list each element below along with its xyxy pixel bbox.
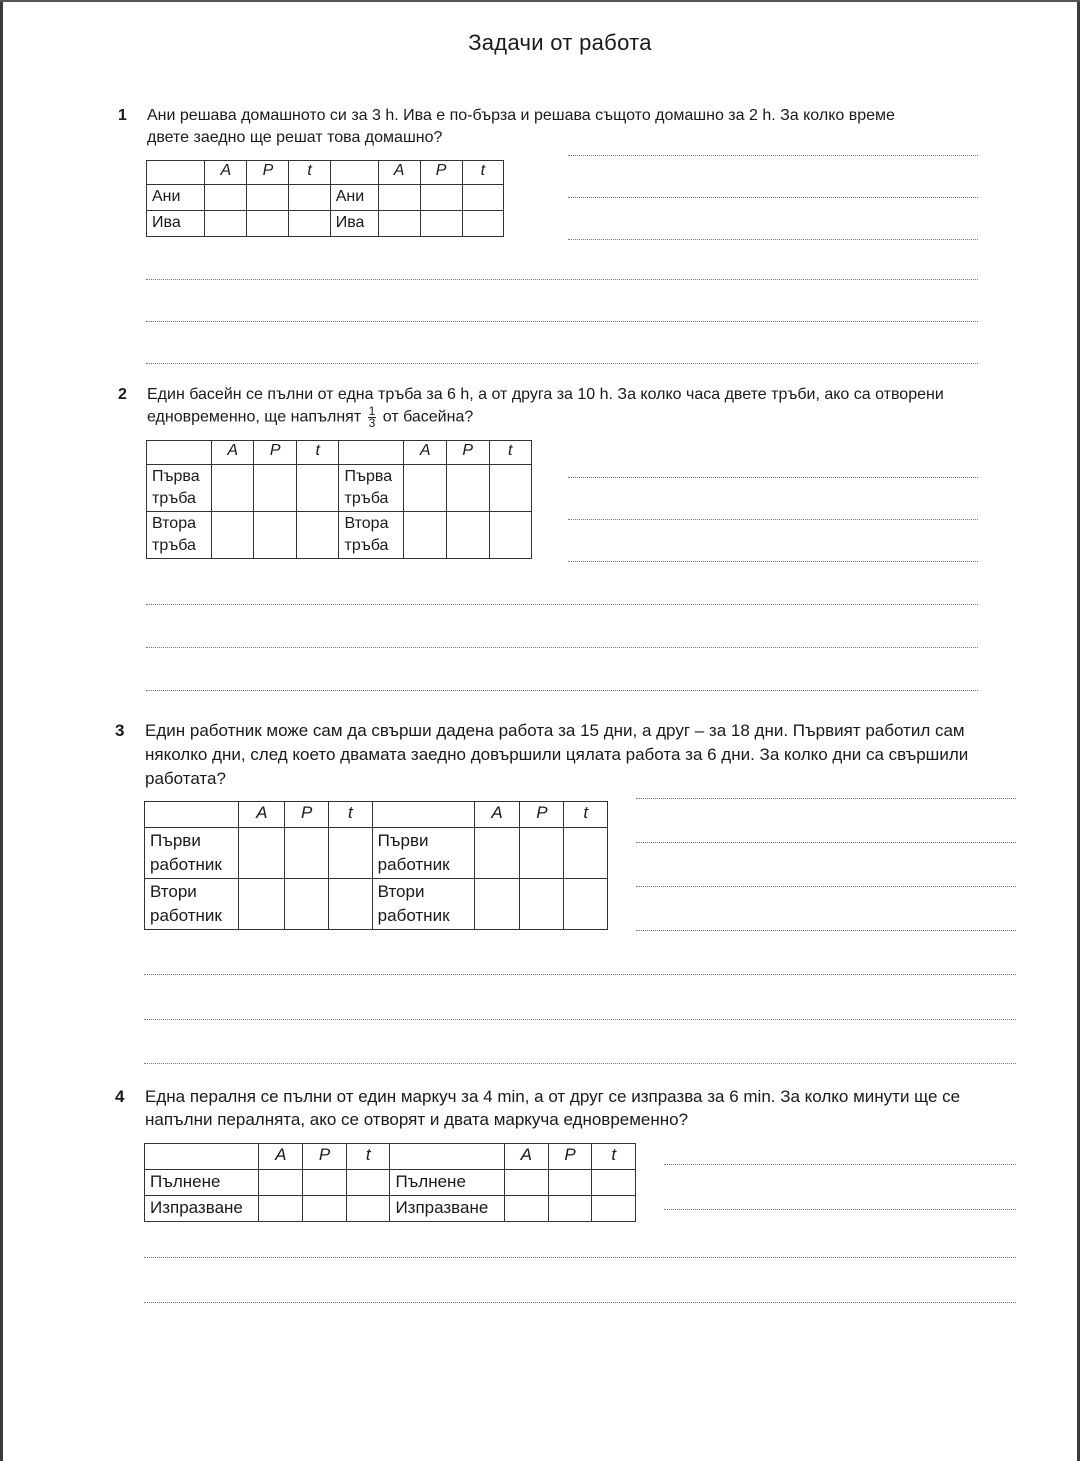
answer-cell[interactable]: [462, 211, 503, 237]
answer-line[interactable]: [568, 155, 978, 156]
answer-line[interactable]: [144, 1019, 1016, 1020]
answer-cell[interactable]: [548, 1196, 592, 1222]
header-p: P: [446, 441, 489, 465]
answer-cell[interactable]: [446, 512, 489, 559]
answer-cell[interactable]: [247, 211, 289, 237]
answer-line[interactable]: [568, 519, 978, 520]
page-title: Задачи от работа: [468, 30, 652, 55]
problem-number: 3: [115, 721, 125, 740]
answer-cell[interactable]: [520, 879, 564, 930]
row-label: Първи работник: [145, 828, 239, 879]
answer-line[interactable]: [568, 561, 978, 562]
answer-cell[interactable]: [329, 879, 373, 930]
answer-cell[interactable]: [285, 828, 329, 879]
answer-cell[interactable]: [347, 1170, 390, 1196]
row-label: Първа тръба: [147, 465, 212, 512]
problem-text: [147, 105, 967, 149]
header-p: P: [548, 1144, 592, 1170]
answer-cell[interactable]: [211, 465, 254, 512]
problem-text-line: Един работник може сам да свърши дадена работа за 15 дни, а друг – за 18 дни. Първият работил сам: [145, 721, 965, 740]
answer-line[interactable]: [664, 1209, 1016, 1210]
work-table-1: [146, 160, 504, 237]
header-p: P: [285, 802, 329, 828]
answer-cell[interactable]: [289, 185, 330, 211]
answer-cell[interactable]: [489, 512, 531, 559]
answer-cell[interactable]: [259, 1196, 303, 1222]
answer-cell[interactable]: [420, 211, 462, 237]
header-a: A: [404, 441, 447, 465]
problem-text: [145, 1085, 1025, 1131]
row-label: Втори работник: [145, 879, 239, 930]
problem-text-line: едновременно, ще напълнят $\frac{1}{3}$ от басейна?: [147, 404, 474, 430]
answer-cell[interactable]: [254, 465, 297, 512]
problem-number: 2: [118, 386, 127, 403]
answer-line[interactable]: [144, 1257, 1016, 1258]
answer-cell[interactable]: [378, 185, 420, 211]
answer-line[interactable]: [144, 1063, 1016, 1064]
answer-cell[interactable]: [548, 1170, 592, 1196]
header-t: t: [564, 802, 608, 828]
row-label: Пълнене: [390, 1170, 504, 1196]
answer-cell[interactable]: [592, 1196, 636, 1222]
answer-cell[interactable]: [404, 512, 447, 559]
problem-text-line: работата?: [145, 769, 226, 788]
answer-cell[interactable]: [239, 879, 285, 930]
header-t: t: [329, 802, 373, 828]
row-label: Изпразване: [145, 1196, 259, 1222]
header-p: P: [520, 802, 564, 828]
problem-text-line: няколко дни, след което двамата заедно довършили цялата работа за 6 дни. За колко дни са свършили: [145, 745, 969, 764]
answer-line[interactable]: [146, 604, 978, 605]
row-label: Втори работник: [372, 879, 474, 930]
work-table-2: [146, 440, 532, 559]
header-a: A: [211, 441, 254, 465]
row-label: Първа тръба: [339, 465, 404, 512]
row-label: Втора тръба: [339, 512, 404, 559]
answer-cell[interactable]: [378, 211, 420, 237]
row-label: Пълнене: [145, 1170, 259, 1196]
problem-number: 1: [118, 107, 127, 124]
answer-line[interactable]: [636, 842, 1016, 843]
answer-cell[interactable]: [297, 512, 339, 559]
answer-cell[interactable]: [462, 185, 503, 211]
answer-line[interactable]: [146, 690, 978, 691]
answer-line[interactable]: [568, 197, 978, 198]
row-label: Ани: [330, 185, 378, 211]
header-t: t: [592, 1144, 636, 1170]
answer-cell[interactable]: [420, 185, 462, 211]
answer-line[interactable]: [144, 974, 1016, 975]
row-label: Първи работник: [372, 828, 474, 879]
problem-number: 4: [115, 1087, 125, 1106]
answer-cell[interactable]: [404, 465, 447, 512]
answer-cell[interactable]: [303, 1170, 347, 1196]
header-a: A: [378, 161, 420, 185]
answer-cell[interactable]: [489, 465, 531, 512]
answer-cell[interactable]: [205, 211, 247, 237]
answer-line[interactable]: [144, 1302, 1016, 1303]
problem-text-line: Един басейн се пълни от една тръба за 6 h, а от друга за 10 h. За колко часа двете тръби, ако са отворени: [147, 386, 944, 403]
answer-cell[interactable]: [211, 512, 254, 559]
header-t: t: [289, 161, 330, 185]
header-a: A: [239, 802, 285, 828]
answer-cell[interactable]: [564, 879, 608, 930]
page-border-left: [0, 0, 3, 1461]
answer-cell[interactable]: [592, 1170, 636, 1196]
answer-cell[interactable]: [205, 185, 247, 211]
answer-cell[interactable]: [520, 828, 564, 879]
problem-text: [147, 384, 987, 429]
row-label: Ани: [147, 185, 205, 211]
answer-cell[interactable]: [239, 828, 285, 879]
header-a: A: [259, 1144, 303, 1170]
answer-line[interactable]: [146, 363, 978, 364]
row-label: Втора тръба: [147, 512, 212, 559]
answer-line[interactable]: [146, 321, 978, 322]
answer-cell[interactable]: [504, 1196, 548, 1222]
answer-cell[interactable]: [474, 879, 520, 930]
answer-cell[interactable]: [285, 879, 329, 930]
problem-text-line: напълни пералнята, ако се отворят и двата маркуча едновременно?: [145, 1110, 689, 1129]
header-t: t: [297, 441, 339, 465]
answer-cell[interactable]: [504, 1170, 548, 1196]
answer-line[interactable]: [568, 477, 978, 478]
header-p: P: [247, 161, 289, 185]
answer-cell[interactable]: [289, 211, 330, 237]
answer-cell[interactable]: [446, 465, 489, 512]
answer-cell[interactable]: [254, 512, 297, 559]
header-t: t: [489, 441, 531, 465]
answer-cell[interactable]: [259, 1170, 303, 1196]
answer-line[interactable]: [636, 886, 1016, 887]
work-table-3: [144, 801, 608, 930]
answer-cell[interactable]: [564, 828, 608, 879]
header-p: P: [254, 441, 297, 465]
answer-line[interactable]: [664, 1164, 1016, 1165]
row-label: Ива: [147, 211, 205, 237]
row-label: Изпразване: [390, 1196, 504, 1222]
answer-line[interactable]: [146, 647, 978, 648]
answer-line[interactable]: [636, 930, 1016, 931]
header-t: t: [347, 1144, 390, 1170]
problem-text-line: двете заедно ще решат това домашно?: [147, 129, 443, 146]
problem-text-line: Една пералня се пълни от един маркуч за 4 min, а от друг се изпразва за 6 min. За колко минути ще се: [145, 1087, 961, 1106]
problem-text-line: Ани решава домашното си за 3 h. Ива е по-бърза и решава същото домашно за 2 h. За колко време: [147, 107, 895, 124]
header-p: P: [303, 1144, 347, 1170]
page-border-top: [0, 0, 1080, 2]
answer-cell[interactable]: [297, 465, 339, 512]
answer-cell[interactable]: [329, 828, 373, 879]
problem-text: [145, 719, 1025, 791]
header-a: A: [205, 161, 247, 185]
answer-line[interactable]: [568, 239, 978, 240]
answer-line[interactable]: [146, 279, 978, 280]
fraction-one-third: $\frac{1}{3}$: [368, 404, 376, 430]
header-a: A: [474, 802, 520, 828]
answer-cell[interactable]: [347, 1196, 390, 1222]
answer-cell[interactable]: [474, 828, 520, 879]
header-t: t: [462, 161, 503, 185]
header-p: P: [420, 161, 462, 185]
row-label: Ива: [330, 211, 378, 237]
header-a: A: [504, 1144, 548, 1170]
answer-cell[interactable]: [303, 1196, 347, 1222]
answer-line[interactable]: [636, 798, 1016, 799]
work-table-4: [144, 1143, 636, 1222]
answer-cell[interactable]: [247, 185, 289, 211]
